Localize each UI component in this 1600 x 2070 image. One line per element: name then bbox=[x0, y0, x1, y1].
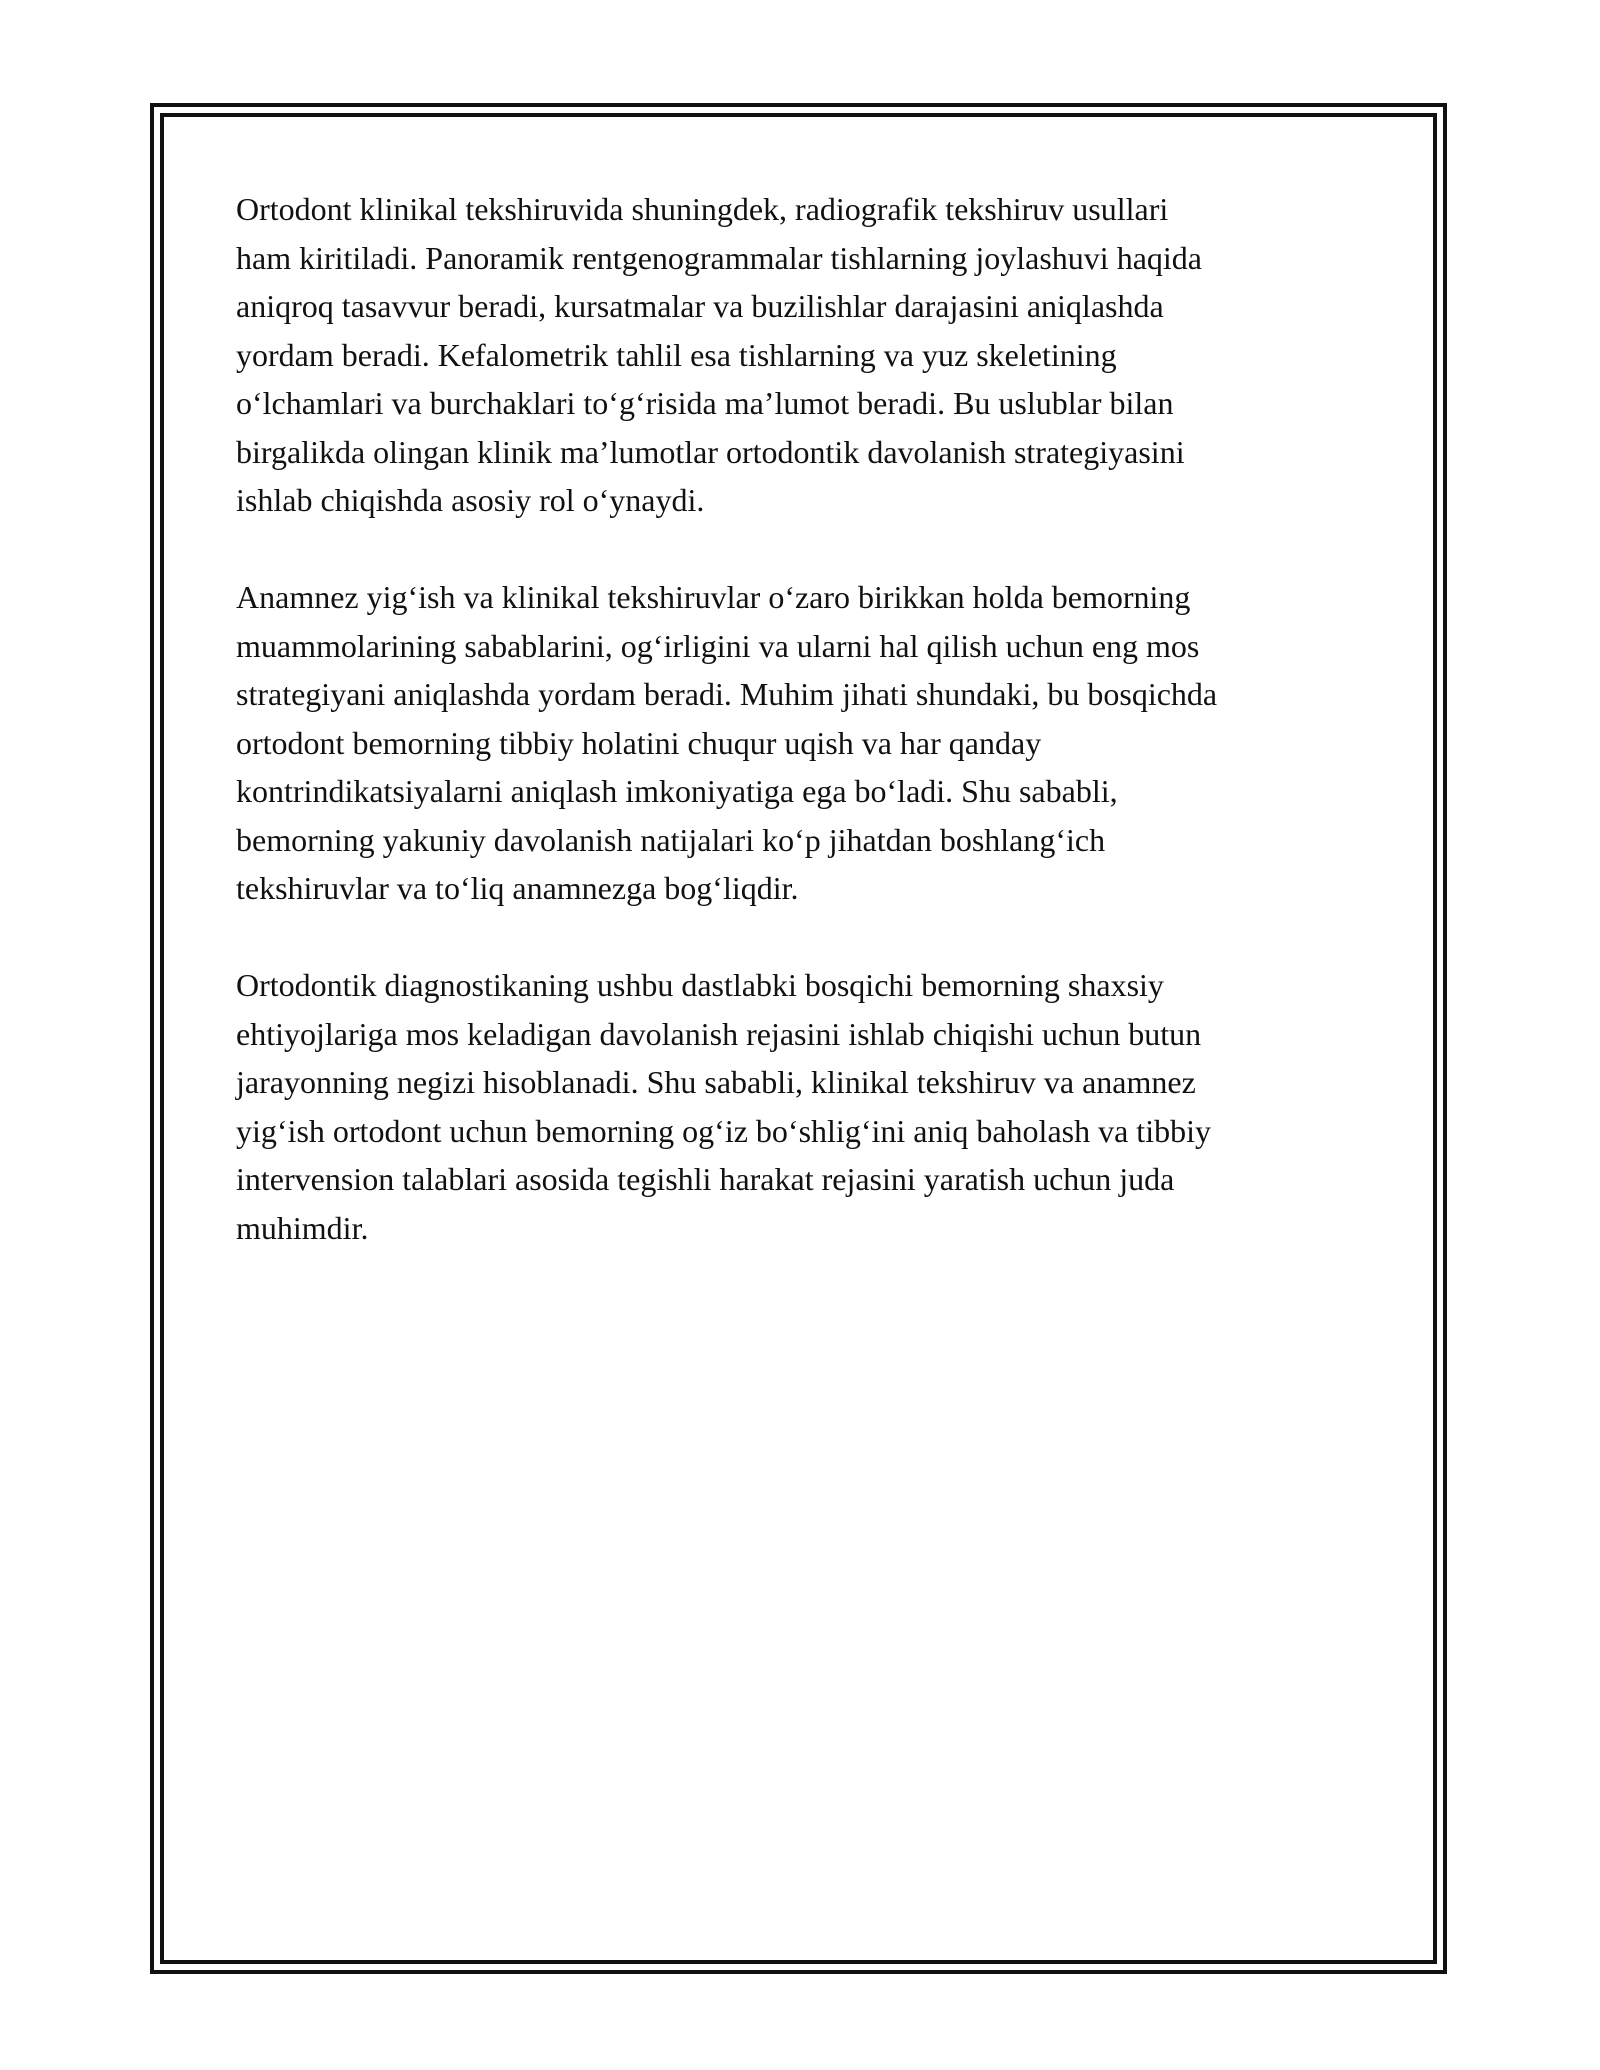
text-line: yordam beradi. Kefalometrik tahlil esa tishlarning va yuz skeletining bbox=[236, 336, 1117, 373]
text-line: ortodont bemorning tibbiy holatini chuqur uqish va har qanday bbox=[236, 724, 1042, 761]
text-line: tekshiruvlar va to‘liq anamnezga bog‘liqdir. bbox=[236, 870, 799, 906]
paragraph-2 bbox=[236, 573, 1386, 913]
document-body bbox=[236, 185, 1386, 1301]
text-line: intervension talablari asosida tegishli harakat rejasini yaratish uchun juda bbox=[236, 1161, 1175, 1197]
text-line: Ortodont klinikal tekshiruvida shuningdek, radiografik tekshiruv usullari bbox=[236, 191, 1169, 227]
text-line: birgalikda olingan klinik ma’lumotlar ortodontik davolanish strategiyasini bbox=[236, 433, 1185, 470]
text-line: ishlab chiqishda asosiy rol o‘ynaydi. bbox=[236, 482, 705, 518]
text-line: kontrindikatsiyalarni aniqlash imkoniyatiga ega bo‘ladi. Shu sababli, bbox=[236, 773, 1118, 809]
text-line: jarayonning negizi hisoblanadi. Shu sababli, klinikal tekshiruv va anamnez bbox=[236, 1064, 1196, 1100]
text-line: yig‘ish ortodont uchun bemorning og‘iz bo‘shlig‘ini aniq baholash va tibbiy bbox=[236, 1112, 1211, 1149]
text-line: muammolarining sabablarini, og‘irligini va ularni hal qilish uchun eng mos bbox=[236, 627, 1200, 664]
text-line: bemorning yakuniy davolanish natijalari ko‘p jihatdan boshlang‘ich bbox=[236, 821, 1106, 858]
text-line: Anamnez yig‘ish va klinikal tekshiruvlar o‘zaro birikkan holda bemorning bbox=[236, 579, 1191, 615]
text-line: ham kiritiladi. Panoramik rentgenogrammalar tishlarning joylashuvi haqida bbox=[236, 239, 1202, 276]
text-line: aniqroq tasavvur beradi, kursatmalar va buzilishlar darajasini aniqlashda bbox=[236, 288, 1164, 324]
text-line: strategiyani aniqlashda yordam beradi. Muhim jihati shundaki, bu bosqichda bbox=[236, 676, 1218, 712]
paragraph-1 bbox=[236, 185, 1386, 525]
text-line: ehtiyojlariga mos keladigan davolanish rejasini ishlab chiqishi uchun butun bbox=[236, 1015, 1202, 1052]
paragraph-3 bbox=[236, 961, 1386, 1252]
text-line: o‘lchamlari va burchaklari to‘g‘risida ma’lumot beradi. Bu uslublar bilan bbox=[236, 385, 1174, 421]
text-line: Ortodontik diagnostikaning ushbu dastlabki bosqichi bemorning shaxsiy bbox=[236, 967, 1164, 1003]
text-line: muhimdir. bbox=[236, 1209, 369, 1246]
